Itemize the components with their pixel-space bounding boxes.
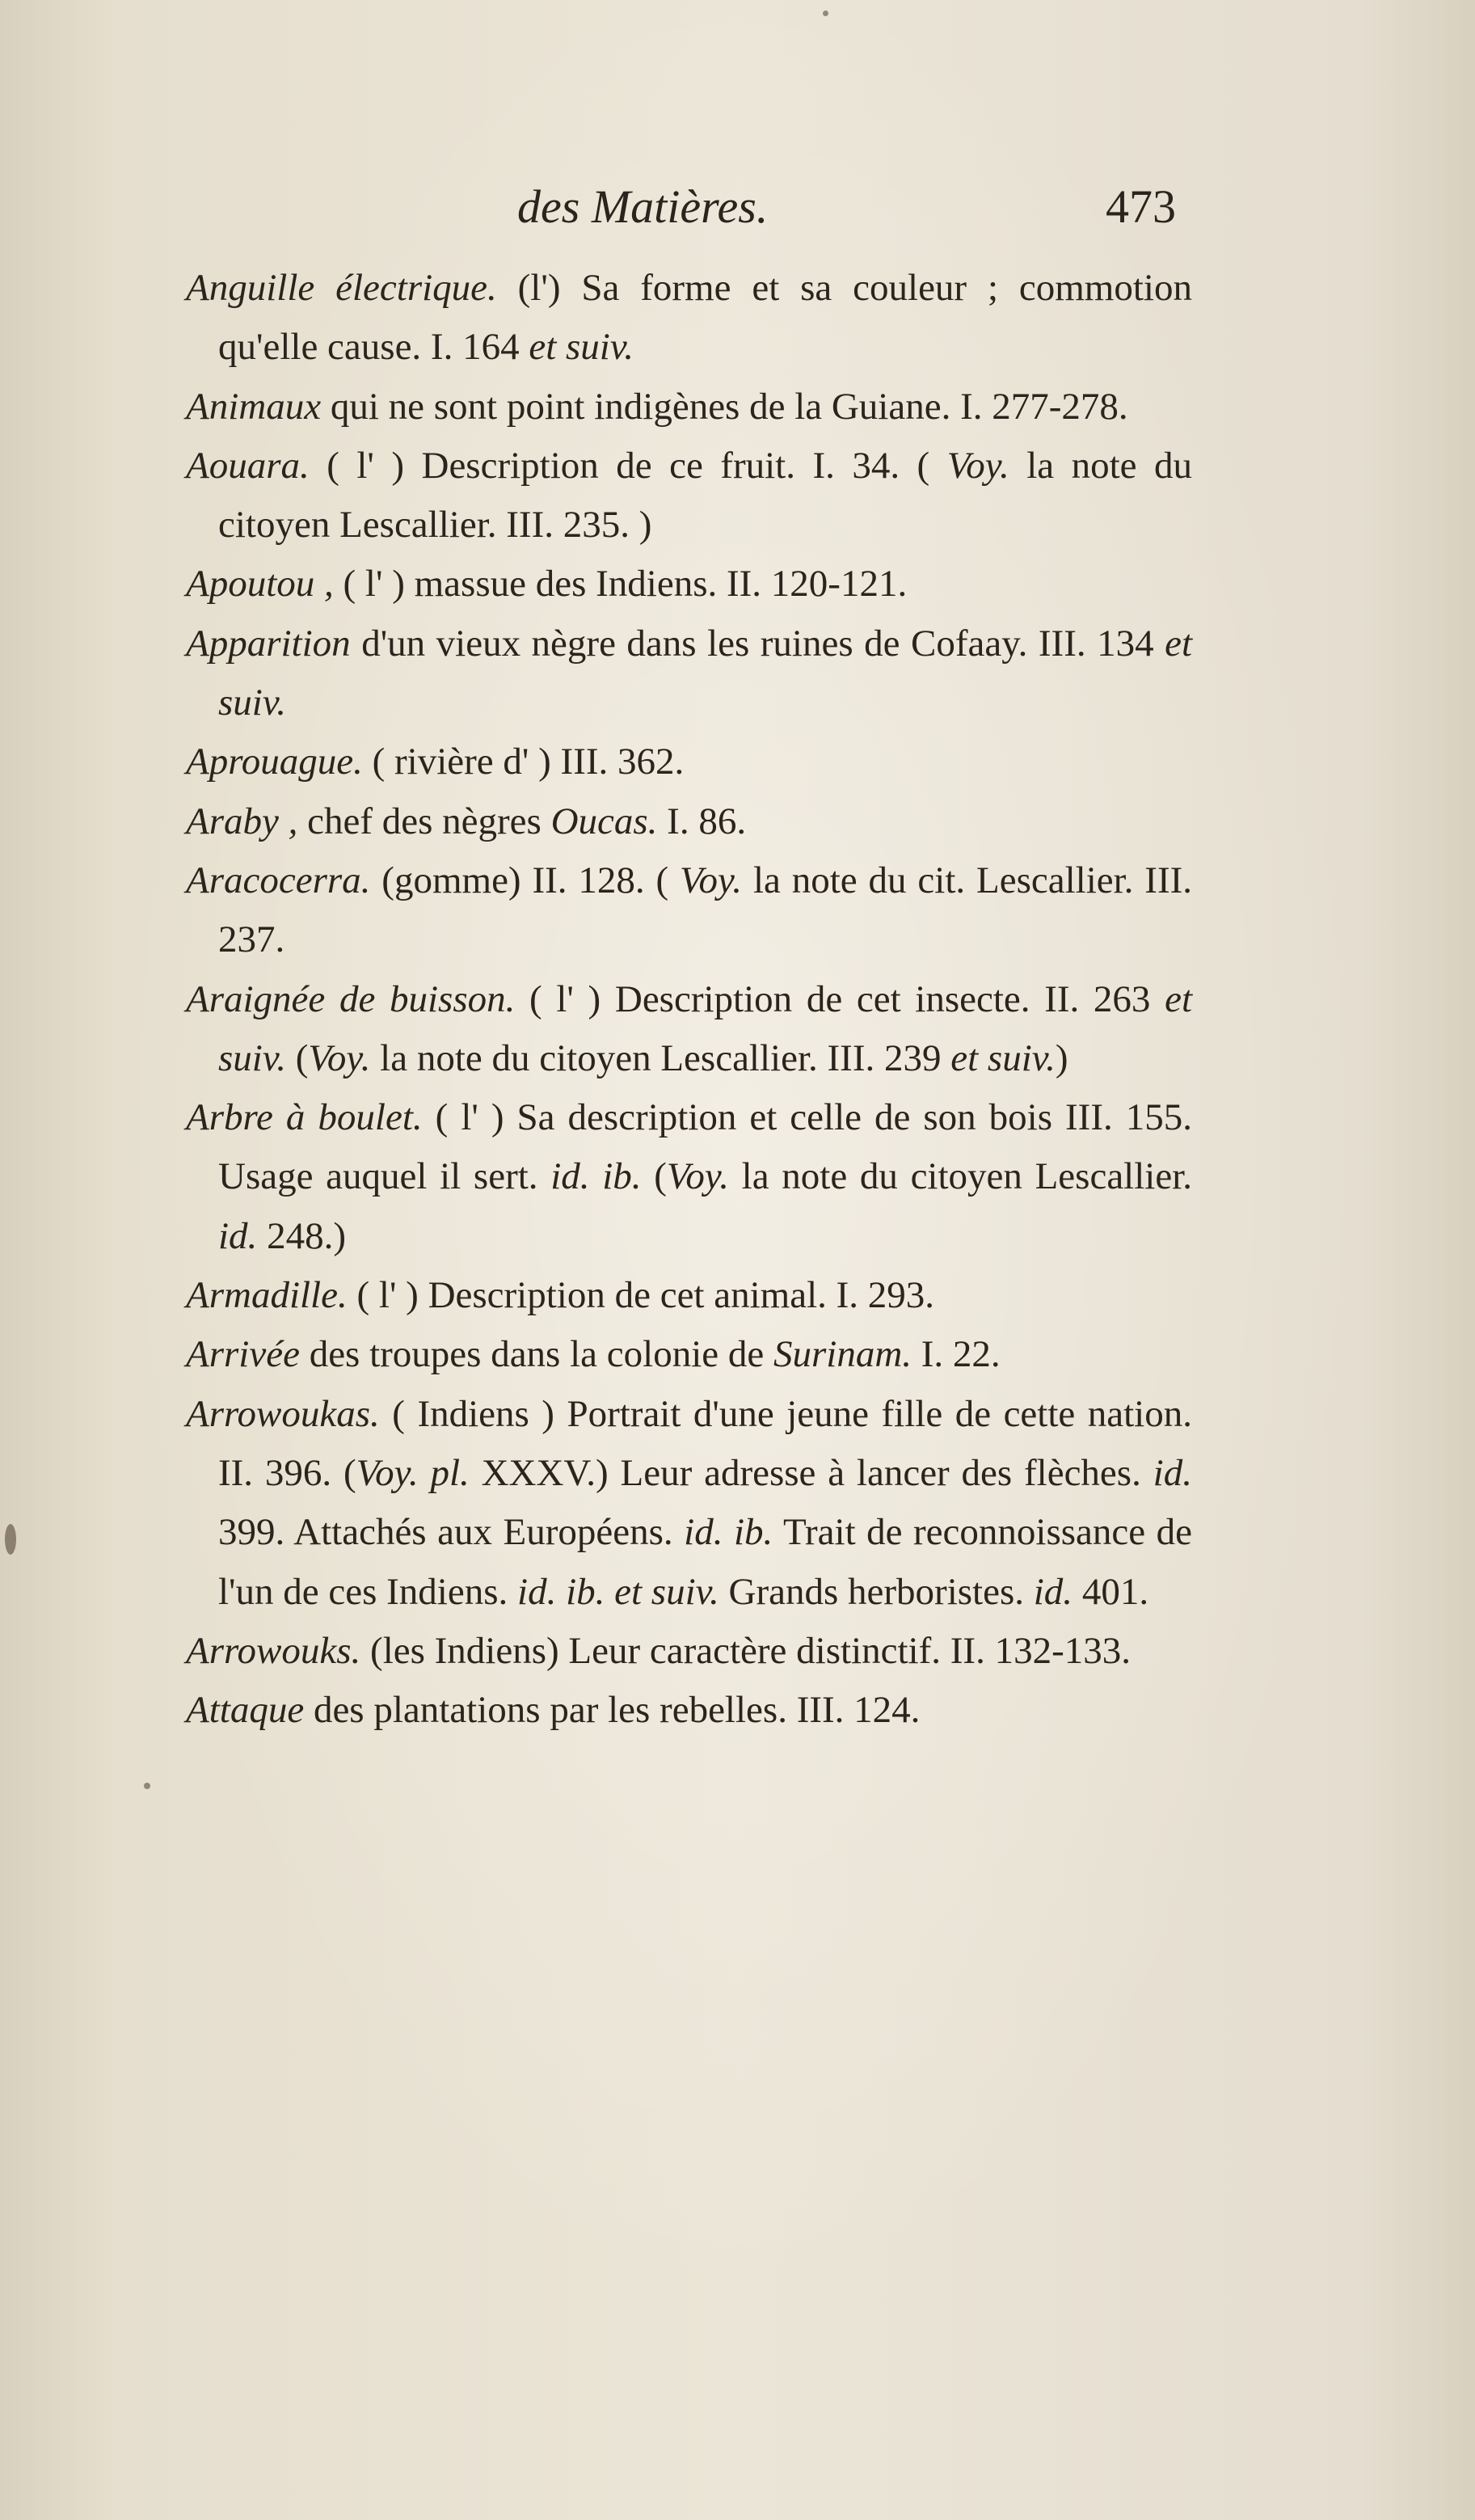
entry-text: Grands herboristes.: [728, 1570, 1024, 1613]
index-entry: [186, 1088, 1192, 1266]
entry-text: la note du citoyen Lescallier. III. 235. ): [218, 444, 1193, 547]
entry-text: et suiv.: [218, 622, 1193, 724]
entry-text: Voy.: [946, 444, 1009, 487]
entry-keyword: Araby ,: [186, 800, 298, 842]
index-entry: [186, 1325, 1192, 1384]
index-entry: [186, 1622, 1192, 1681]
entry-text: Voy. pl.: [356, 1451, 470, 1494]
page-number: 473: [1106, 180, 1176, 233]
ink-spot: [823, 11, 828, 16]
entry-text: Oucas.: [550, 800, 658, 842]
entry-text: I. 86.: [667, 800, 747, 842]
entry-text: 248.): [267, 1214, 346, 1257]
entry-keyword: Apoutou ,: [186, 563, 334, 606]
entry-text: ( l' ) Description de cet insecte. II. 263: [529, 977, 1151, 1020]
entry-keyword: Anguille électrique.: [186, 267, 497, 309]
entry-text: id.: [1033, 1570, 1073, 1613]
index-entry: [186, 792, 1192, 851]
entry-text: des troupes dans la colonie de: [309, 1333, 765, 1376]
entry-text: id.: [1153, 1451, 1192, 1494]
index-entry: [186, 851, 1192, 970]
entry-text: 399. Attachés aux Européens.: [218, 1511, 673, 1554]
entry-text: ( l' ) Description de cet animal. I. 293.: [356, 1274, 935, 1317]
entry-text: (l') Sa forme et sa couleur ; commotion qu'elle cause. I. 164: [218, 267, 1192, 369]
running-head: des Matières.: [517, 180, 769, 233]
entry-keyword: Aprouague.: [186, 741, 363, 783]
ink-spot: [144, 1783, 150, 1789]
entry-text: ( l' ) massue des Indiens. II. 120-121.: [343, 563, 908, 606]
entry-text: Trait de reconnoissance de l'un de ces Indiens.: [218, 1511, 1192, 1613]
entry-keyword: Attaque: [186, 1689, 305, 1732]
index-entry: [186, 555, 1192, 614]
entry-text: id. ib. et suiv.: [517, 1570, 719, 1613]
entry-text: ): [1055, 1036, 1068, 1079]
entry-keyword: Apparition: [186, 622, 351, 665]
entry-text: Voy.: [680, 859, 743, 901]
entry-text: (: [295, 1036, 309, 1079]
entry-text: chef des nègres: [307, 800, 542, 842]
index-list: [186, 259, 1192, 1740]
entry-text: ( l' ) Sa description et celle de son bois III. 155. Usage auquel il sert.: [218, 1096, 1192, 1198]
entry-keyword: Aracocerra.: [186, 859, 371, 901]
entry-keyword: Arbre à boulet.: [186, 1096, 423, 1139]
entry-text: 401.: [1081, 1570, 1149, 1613]
entry-text: ( rivière d' ) III. 362.: [372, 741, 685, 783]
index-entry: [186, 970, 1192, 1089]
entry-text: Voy.: [308, 1036, 371, 1079]
entry-text: et suiv.: [218, 977, 1193, 1079]
entry-keyword: Arrowoukas.: [186, 1392, 380, 1435]
entry-keyword: Araignée de buisson.: [186, 977, 516, 1020]
entry-keyword: Arrivée: [186, 1333, 300, 1376]
entry-text: XXXV.) Leur adresse à lancer des flèches.: [481, 1451, 1141, 1494]
index-entry: [186, 732, 1192, 791]
entry-text: ( l' ) Description de ce fruit. I. 34. (: [327, 444, 930, 487]
entry-text: (gomme) II. 128. (: [381, 859, 669, 901]
entry-text: (: [654, 1155, 667, 1198]
entry-text: d'un vieux nègre dans les ruines de Cofaay. III. 134: [361, 622, 1154, 665]
index-entry: [186, 1266, 1192, 1325]
entry-keyword: Aouara.: [186, 444, 310, 487]
entry-text: qui ne sont point indigènes de la Guiane. I. 277-278.: [330, 385, 1128, 428]
entry-text: id. ib.: [550, 1155, 642, 1198]
entry-text: I. 22.: [921, 1333, 1001, 1376]
entry-text: la note du citoyen Lescallier. III. 239: [380, 1036, 942, 1079]
index-entry: [186, 1681, 1192, 1740]
entry-keyword: Arrowouks.: [186, 1629, 361, 1672]
index-entry: [186, 614, 1192, 733]
index-entry: [186, 259, 1192, 378]
entry-text: Surinam.: [773, 1333, 912, 1376]
index-entry: [186, 378, 1192, 437]
entry-text: et suiv.: [529, 326, 634, 369]
entry-keyword: Animaux: [186, 385, 322, 428]
entry-text: la note du cit. Lescallier. III. 237.: [218, 859, 1193, 961]
entry-text: et suiv.: [950, 1036, 1056, 1079]
ink-spot: [5, 1524, 16, 1555]
index-entry: [186, 1385, 1192, 1622]
entry-text: Voy.: [666, 1155, 729, 1198]
entry-keyword: Armadille.: [186, 1274, 348, 1317]
entry-text: id. ib.: [684, 1511, 773, 1554]
entry-text: des plantations par les rebelles. III. 124.: [313, 1689, 921, 1732]
entry-text: (les Indiens) Leur caractère distinctif. II. 132-133.: [370, 1629, 1131, 1672]
entry-text: ( Indiens ) Portrait d'une jeune fille de cette nation. II. 396. (: [218, 1392, 1192, 1494]
entry-text: la note du citoyen Lescallier.: [741, 1155, 1193, 1198]
index-entry: [186, 437, 1192, 555]
entry-text: id.: [218, 1214, 258, 1257]
